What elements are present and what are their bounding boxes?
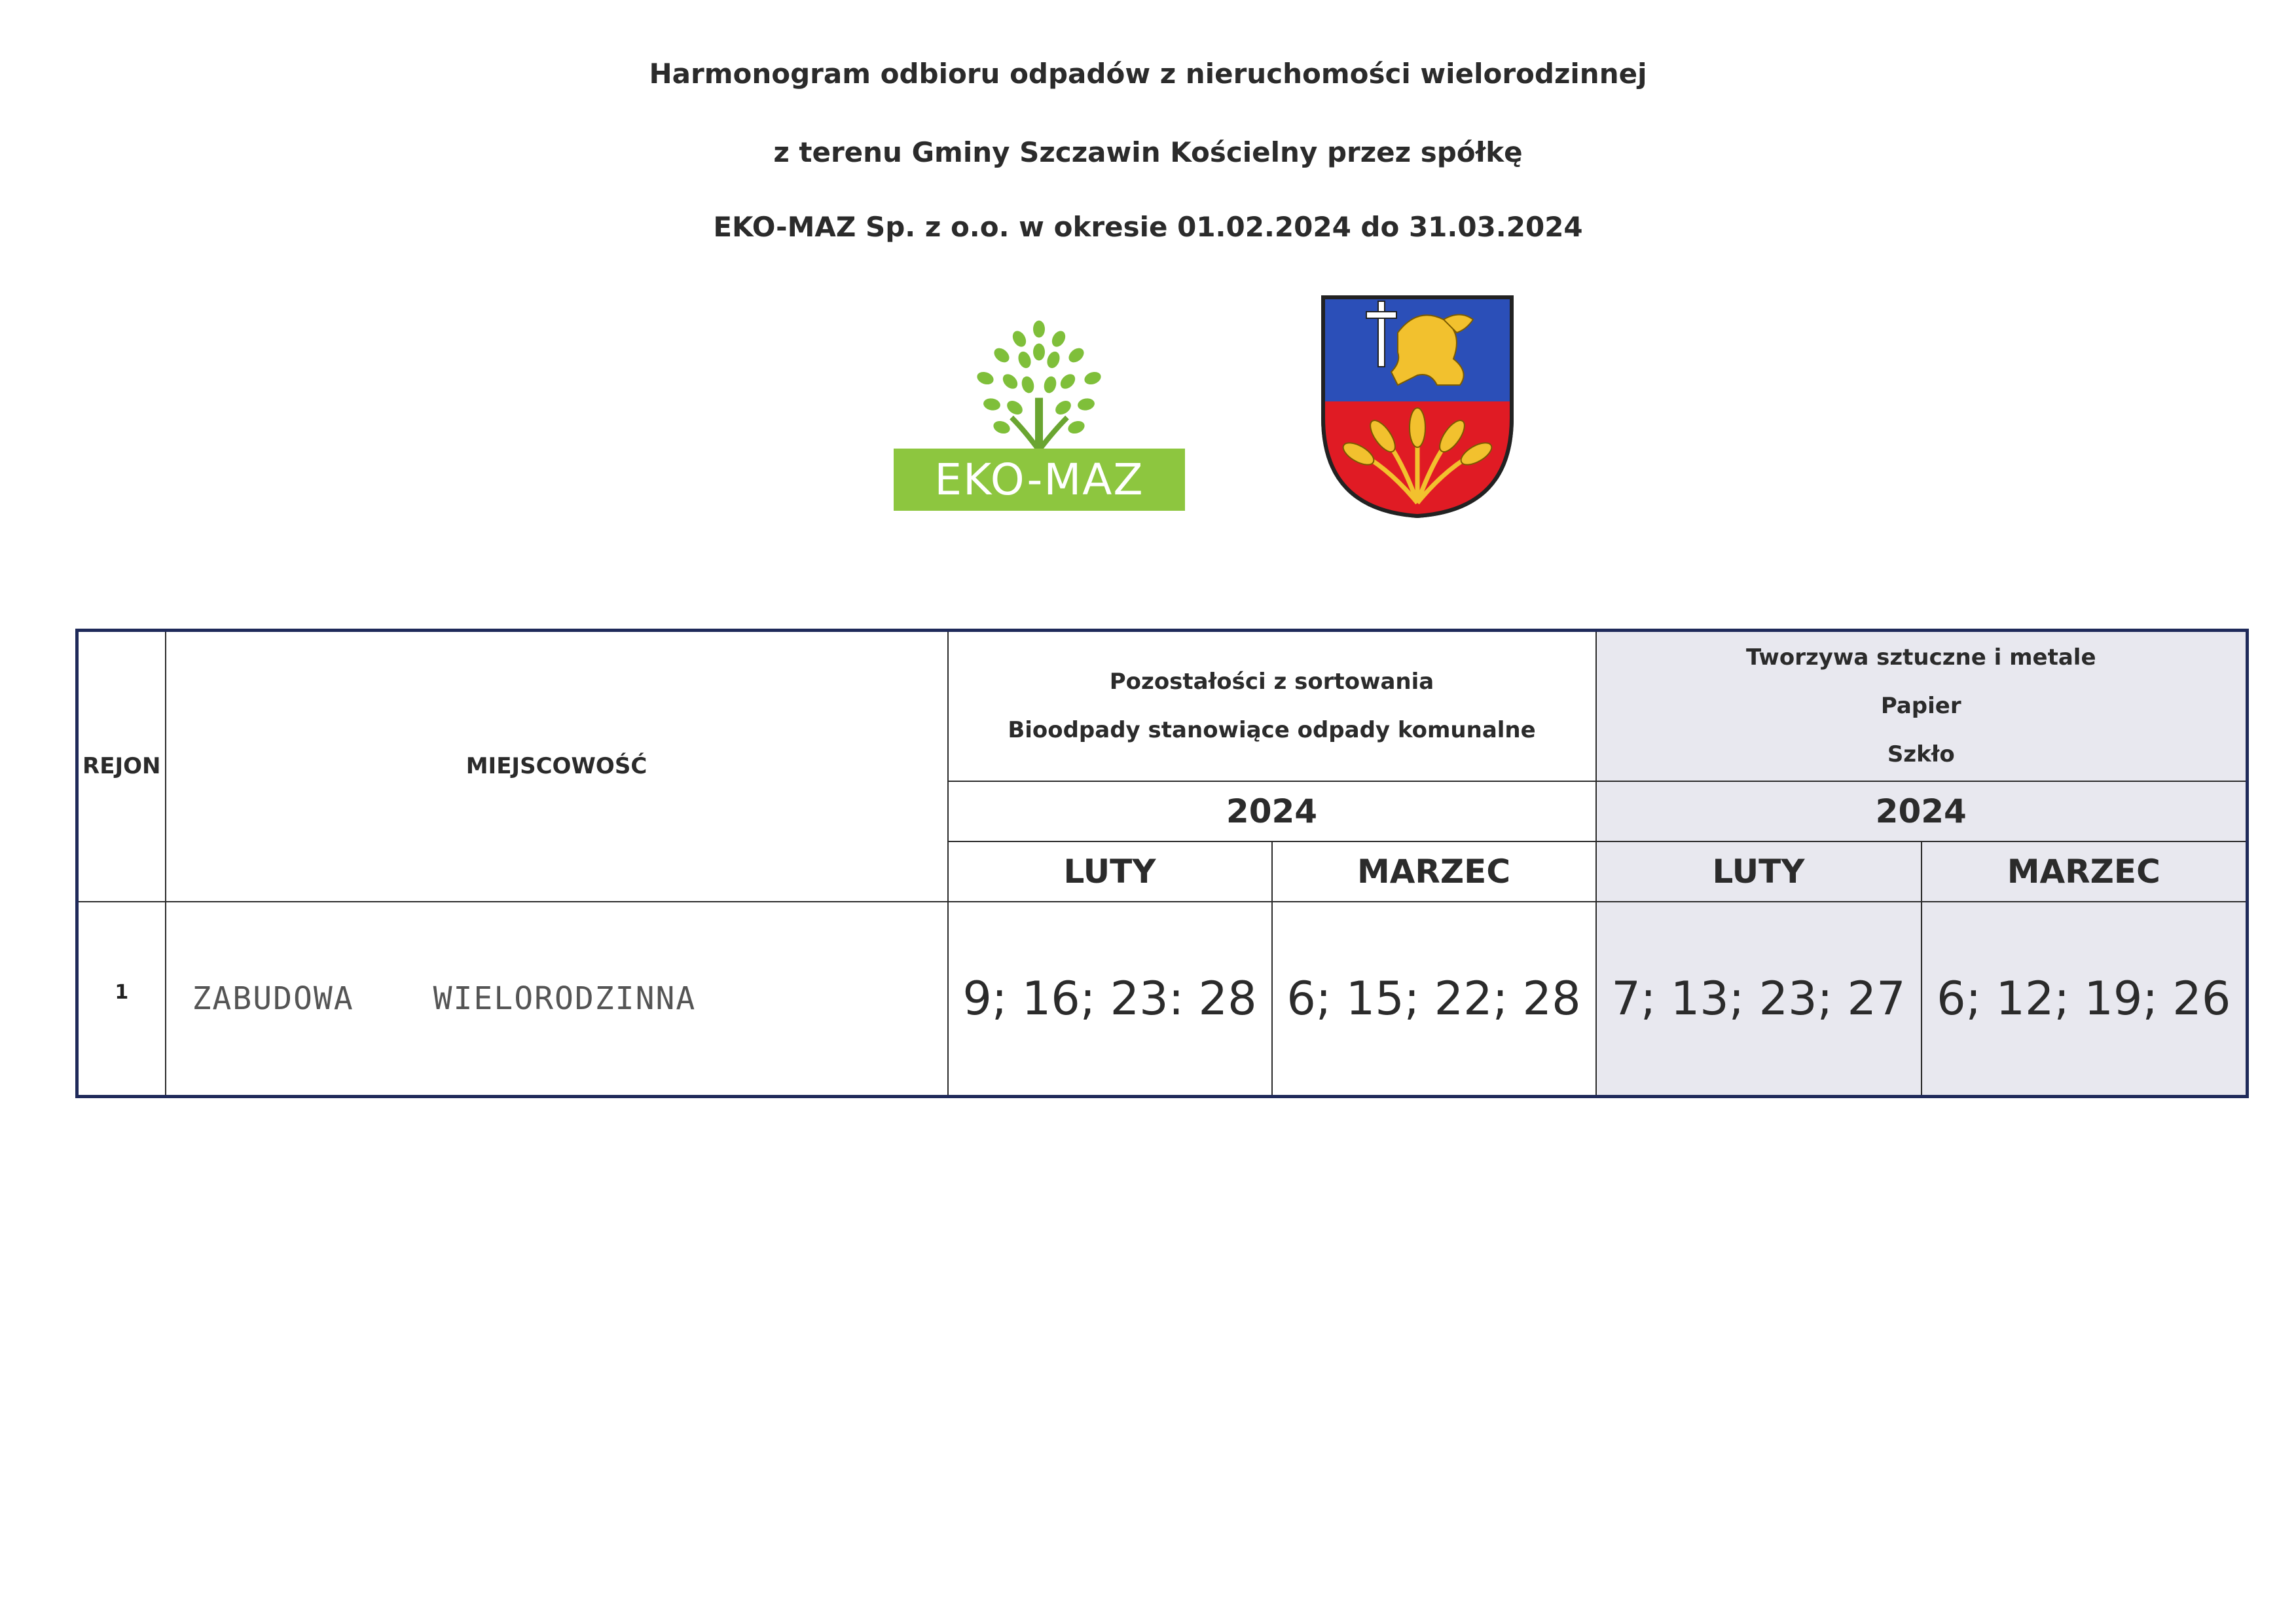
group2-mar-dates: 6; 12; 19; 26 [1922, 902, 2248, 1097]
schedule-title-line3: EKO-MAZ Sp. z o.o. w okresie 01.02.2024 do 31.03.2024 [713, 211, 1583, 243]
group1-month-feb: LUTY [948, 841, 1272, 902]
coat-of-arms-icon [1319, 293, 1516, 519]
place-word1: ZABUDOWA [192, 980, 354, 1017]
place-name [166, 902, 948, 1097]
table-row [77, 902, 2248, 1097]
group2-line3: Szkło [1887, 741, 1955, 768]
group1-line2: Bioodpady stanowiące odpady komunalne [1008, 717, 1536, 744]
group2-feb-dates: 7; 13; 23; 27 [1596, 902, 1922, 1097]
group1-header [948, 631, 1596, 781]
place-word2: WIELORODZINNA [433, 980, 697, 1017]
place-header: MIEJSCOWOŚĆ [166, 631, 948, 902]
region-number: 1 [77, 902, 166, 1097]
eko-maz-logo [894, 288, 1185, 511]
group2-year: 2024 [1596, 781, 2248, 841]
collection-schedule-table [75, 629, 2249, 1098]
group2-line1: Tworzywa sztuczne i metale [1745, 644, 2096, 671]
group2-month-feb: LUTY [1596, 841, 1922, 902]
group1-mar-dates: 6; 15; 22; 28 [1272, 902, 1596, 1097]
region-header: REJON [77, 631, 166, 902]
group2-header [1596, 631, 2248, 781]
schedule-title-line2: z terenu Gminy Szczawin Kościelny przez spółkę [773, 136, 1523, 168]
group1-feb-dates: 9; 16; 23: 28 [948, 902, 1272, 1097]
group2-line2: Papier [1880, 693, 1961, 720]
group1-year: 2024 [948, 781, 1596, 841]
eko-maz-wordmark: EKO-MAZ [894, 449, 1185, 511]
group2-month-mar: MARZEC [1922, 841, 2248, 902]
group1-line1: Pozostałości z sortowania [1109, 669, 1434, 695]
schedule-title-line1: Harmonogram odbioru odpadów z nieruchomości wielorodzinnej [649, 58, 1647, 90]
group1-month-mar: MARZEC [1272, 841, 1596, 902]
